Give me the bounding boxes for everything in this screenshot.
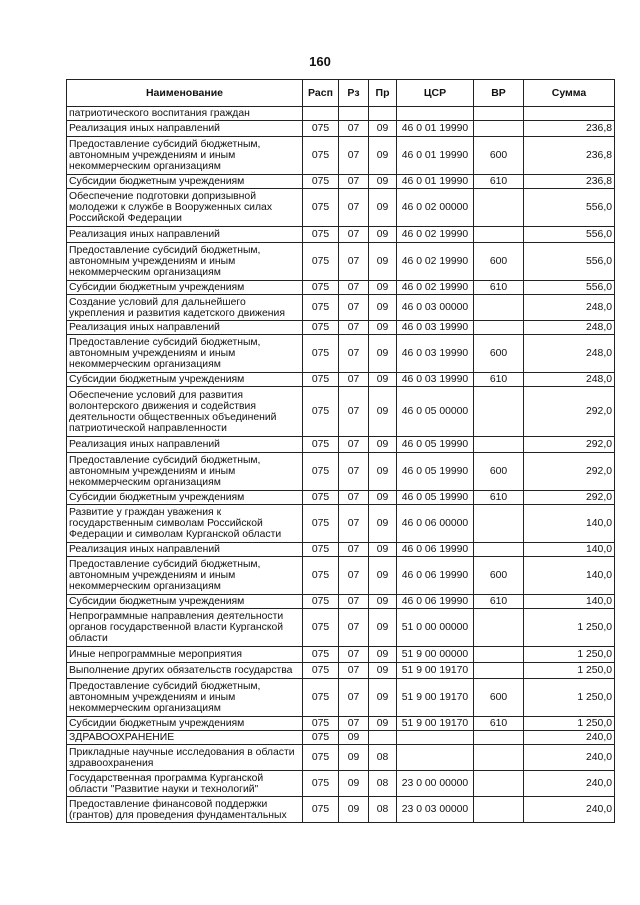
cell-vr: [474, 543, 524, 557]
cell-sum: 240,0: [524, 797, 615, 823]
page-number: 160: [309, 54, 331, 69]
cell-csr: 46 0 02 00000: [397, 189, 474, 227]
cell-csr: 46 0 02 19990: [397, 281, 474, 295]
cell-rasp: 075: [303, 491, 339, 505]
cell-vr: [474, 663, 524, 679]
cell-sum: 236,8: [524, 121, 615, 137]
cell-vr: 600: [474, 335, 524, 373]
cell-csr: 46 0 03 19990: [397, 335, 474, 373]
cell-name: Субсидии бюджетным учреждениям: [67, 595, 303, 609]
cell-name: Предоставление субсидий бюджетным, автономным учреждениям и иным некоммерческим организациям: [67, 335, 303, 373]
cell-sum: 248,0: [524, 295, 615, 321]
cell-csr: 51 9 00 19170: [397, 663, 474, 679]
cell-pr: 09: [369, 437, 397, 453]
table-row: [67, 491, 615, 505]
cell-csr: 46 0 02 19990: [397, 243, 474, 281]
cell-sum: 556,0: [524, 243, 615, 281]
table-row: [67, 731, 615, 745]
table-row: [67, 797, 615, 823]
cell-rasp: 075: [303, 321, 339, 335]
cell-name: Создание условий для дальнейшего укрепления и развития кадетского движения: [67, 295, 303, 321]
cell-vr: 600: [474, 453, 524, 491]
cell-rasp: 075: [303, 295, 339, 321]
cell-rz: 07: [339, 647, 369, 663]
cell-vr: [474, 321, 524, 335]
table-row: [67, 175, 615, 189]
cell-vr: 610: [474, 717, 524, 731]
cell-sum: 248,0: [524, 373, 615, 387]
cell-rz: 07: [339, 505, 369, 543]
table-row: [67, 387, 615, 437]
table-row: [67, 663, 615, 679]
cell-rasp: 075: [303, 557, 339, 595]
cell-csr: 46 0 03 19990: [397, 321, 474, 335]
cell-rz: [339, 107, 369, 121]
cell-pr: 09: [369, 491, 397, 505]
cell-csr: 46 0 06 19990: [397, 557, 474, 595]
cell-name: Государственная программа Курганской области "Развитие науки и технологий": [67, 771, 303, 797]
cell-vr: [474, 107, 524, 121]
cell-sum: 236,8: [524, 137, 615, 175]
column-header-vr: ВР: [474, 80, 524, 107]
cell-sum: 1 250,0: [524, 609, 615, 647]
table-row: [67, 557, 615, 595]
cell-name: ЗДРАВООХРАНЕНИЕ: [67, 731, 303, 745]
table-row: [67, 595, 615, 609]
cell-name: Реализация иных направлений: [67, 227, 303, 243]
cell-rz: 07: [339, 679, 369, 717]
cell-rz: 07: [339, 437, 369, 453]
cell-rasp: 075: [303, 543, 339, 557]
cell-sum: 292,0: [524, 387, 615, 437]
cell-rasp: 075: [303, 373, 339, 387]
cell-pr: 09: [369, 321, 397, 335]
cell-rz: 07: [339, 137, 369, 175]
cell-pr: 09: [369, 557, 397, 595]
table-row: [67, 717, 615, 731]
cell-rz: 09: [339, 745, 369, 771]
cell-name: Выполнение других обязательств государства: [67, 663, 303, 679]
cell-rz: 07: [339, 595, 369, 609]
cell-rz: 07: [339, 557, 369, 595]
table-row: [67, 107, 615, 121]
cell-rasp: 075: [303, 663, 339, 679]
cell-pr: 09: [369, 505, 397, 543]
table-row: [67, 647, 615, 663]
cell-rasp: 075: [303, 797, 339, 823]
cell-pr: 09: [369, 543, 397, 557]
cell-sum: 556,0: [524, 227, 615, 243]
cell-pr: 09: [369, 137, 397, 175]
table-row: [67, 243, 615, 281]
cell-rasp: 075: [303, 505, 339, 543]
cell-rasp: 075: [303, 609, 339, 647]
cell-vr: [474, 295, 524, 321]
cell-sum: 1 250,0: [524, 647, 615, 663]
cell-name: Обеспечение условий для развития волонтерского движения и содействия деятельности общественных объединений патриотической направленности: [67, 387, 303, 437]
cell-vr: [474, 797, 524, 823]
cell-sum: 240,0: [524, 771, 615, 797]
cell-csr: [397, 107, 474, 121]
cell-name: Реализация иных направлений: [67, 121, 303, 137]
table-row: [67, 189, 615, 227]
cell-name: Развитие у граждан уважения к государственным символам Российской Федерации и символам Курганской области: [67, 505, 303, 543]
cell-rz: 09: [339, 731, 369, 745]
cell-pr: 09: [369, 243, 397, 281]
cell-vr: [474, 505, 524, 543]
cell-vr: 610: [474, 281, 524, 295]
cell-rz: 07: [339, 121, 369, 137]
cell-csr: 46 0 06 00000: [397, 505, 474, 543]
cell-pr: 09: [369, 679, 397, 717]
cell-csr: 46 0 03 00000: [397, 295, 474, 321]
cell-rasp: 075: [303, 281, 339, 295]
cell-rz: 07: [339, 295, 369, 321]
cell-rz: 09: [339, 797, 369, 823]
table-header-row: [67, 80, 615, 107]
cell-rasp: 075: [303, 771, 339, 797]
cell-rz: 07: [339, 189, 369, 227]
cell-sum: 292,0: [524, 491, 615, 505]
cell-vr: [474, 731, 524, 745]
cell-name: Предоставление финансовой поддержки (грантов) для проведения фундаментальных: [67, 797, 303, 823]
cell-sum: 140,0: [524, 543, 615, 557]
cell-rasp: 075: [303, 175, 339, 189]
cell-vr: 600: [474, 557, 524, 595]
cell-pr: 09: [369, 281, 397, 295]
cell-pr: 09: [369, 121, 397, 137]
cell-sum: 1 250,0: [524, 663, 615, 679]
cell-sum: 556,0: [524, 189, 615, 227]
cell-vr: 610: [474, 491, 524, 505]
cell-csr: 46 0 01 19990: [397, 175, 474, 189]
cell-vr: [474, 771, 524, 797]
cell-sum: [524, 107, 615, 121]
cell-name: Предоставление субсидий бюджетным, автономным учреждениям и иным некоммерческим организациям: [67, 557, 303, 595]
cell-csr: [397, 745, 474, 771]
cell-rz: 07: [339, 227, 369, 243]
cell-pr: 09: [369, 717, 397, 731]
cell-rasp: 075: [303, 137, 339, 175]
cell-name: Реализация иных направлений: [67, 543, 303, 557]
cell-sum: 240,0: [524, 745, 615, 771]
cell-vr: 600: [474, 243, 524, 281]
cell-sum: 140,0: [524, 557, 615, 595]
cell-rasp: 075: [303, 731, 339, 745]
column-header-sum: Сумма: [524, 80, 615, 107]
cell-rasp: 075: [303, 437, 339, 453]
cell-rasp: 075: [303, 717, 339, 731]
cell-pr: 08: [369, 745, 397, 771]
cell-csr: 46 0 05 19990: [397, 491, 474, 505]
table-body: [67, 107, 615, 823]
cell-rasp: 075: [303, 745, 339, 771]
cell-name: Реализация иных направлений: [67, 437, 303, 453]
cell-pr: 09: [369, 335, 397, 373]
cell-pr: 09: [369, 387, 397, 437]
cell-rz: 07: [339, 175, 369, 189]
cell-vr: [474, 437, 524, 453]
cell-sum: 236,8: [524, 175, 615, 189]
cell-pr: 09: [369, 189, 397, 227]
cell-csr: 51 0 00 00000: [397, 609, 474, 647]
cell-csr: 51 9 00 19170: [397, 717, 474, 731]
table-row: [67, 437, 615, 453]
cell-name: Иные непрограммные мероприятия: [67, 647, 303, 663]
cell-pr: 08: [369, 771, 397, 797]
column-header-pr: Пр: [369, 80, 397, 107]
budget-table: [66, 79, 615, 823]
cell-csr: 23 0 03 00000: [397, 797, 474, 823]
cell-csr: 46 0 05 19990: [397, 453, 474, 491]
cell-pr: [369, 107, 397, 121]
cell-vr: 610: [474, 373, 524, 387]
cell-sum: 292,0: [524, 453, 615, 491]
cell-vr: [474, 745, 524, 771]
table-row: [67, 543, 615, 557]
cell-rasp: 075: [303, 227, 339, 243]
cell-vr: [474, 189, 524, 227]
cell-vr: [474, 609, 524, 647]
cell-pr: 09: [369, 453, 397, 491]
table-row: [67, 745, 615, 771]
cell-rz: 07: [339, 491, 369, 505]
cell-pr: 08: [369, 797, 397, 823]
cell-rz: 09: [339, 771, 369, 797]
cell-vr: [474, 227, 524, 243]
cell-csr: 51 9 00 00000: [397, 647, 474, 663]
cell-rasp: [303, 107, 339, 121]
cell-pr: 09: [369, 647, 397, 663]
cell-name: Субсидии бюджетным учреждениям: [67, 717, 303, 731]
cell-csr: 46 0 05 19990: [397, 437, 474, 453]
cell-pr: 09: [369, 663, 397, 679]
cell-name: Предоставление субсидий бюджетным, автономным учреждениям и иным некоммерческим организациям: [67, 679, 303, 717]
cell-vr: 600: [474, 137, 524, 175]
cell-vr: [474, 647, 524, 663]
cell-rz: 07: [339, 335, 369, 373]
cell-csr: 23 0 00 00000: [397, 771, 474, 797]
cell-rasp: 075: [303, 453, 339, 491]
table-row: [67, 281, 615, 295]
cell-pr: 09: [369, 373, 397, 387]
table-row: [67, 295, 615, 321]
cell-sum: 1 250,0: [524, 717, 615, 731]
cell-rz: 07: [339, 387, 369, 437]
cell-rz: 07: [339, 373, 369, 387]
cell-pr: 09: [369, 295, 397, 321]
cell-rz: 07: [339, 453, 369, 491]
cell-vr: [474, 121, 524, 137]
cell-csr: 46 0 05 00000: [397, 387, 474, 437]
cell-rz: 07: [339, 321, 369, 335]
cell-name: Реализация иных направлений: [67, 321, 303, 335]
cell-sum: 240,0: [524, 731, 615, 745]
cell-sum: 556,0: [524, 281, 615, 295]
cell-name: патриотического воспитания граждан: [67, 107, 303, 121]
table-row: [67, 679, 615, 717]
table-row: [67, 453, 615, 491]
cell-rasp: 075: [303, 243, 339, 281]
cell-sum: 248,0: [524, 335, 615, 373]
cell-csr: 46 0 01 19990: [397, 121, 474, 137]
cell-rz: 07: [339, 663, 369, 679]
table-row: [67, 505, 615, 543]
cell-sum: 140,0: [524, 595, 615, 609]
cell-vr: 610: [474, 595, 524, 609]
cell-name: Непрограммные направления деятельности органов государственной власти Курганской области: [67, 609, 303, 647]
cell-rz: 07: [339, 243, 369, 281]
cell-csr: 46 0 06 19990: [397, 595, 474, 609]
cell-rasp: 075: [303, 387, 339, 437]
cell-rasp: 075: [303, 595, 339, 609]
cell-csr: 46 0 03 19990: [397, 373, 474, 387]
cell-pr: [369, 731, 397, 745]
cell-rasp: 075: [303, 647, 339, 663]
cell-rz: 07: [339, 543, 369, 557]
cell-sum: 248,0: [524, 321, 615, 335]
cell-pr: 09: [369, 227, 397, 243]
cell-csr: [397, 731, 474, 745]
cell-name: Субсидии бюджетным учреждениям: [67, 373, 303, 387]
table-row: [67, 121, 615, 137]
table-row: [67, 137, 615, 175]
cell-rasp: 075: [303, 189, 339, 227]
column-header-name: Наименование: [67, 80, 303, 107]
cell-name: Предоставление субсидий бюджетным, автономным учреждениям и иным некоммерческим организациям: [67, 453, 303, 491]
cell-sum: 1 250,0: [524, 679, 615, 717]
cell-rz: 07: [339, 609, 369, 647]
cell-vr: 610: [474, 175, 524, 189]
cell-csr: 46 0 01 19990: [397, 137, 474, 175]
column-header-csr: ЦСР: [397, 80, 474, 107]
table-row: [67, 321, 615, 335]
cell-rz: 07: [339, 281, 369, 295]
cell-pr: 09: [369, 175, 397, 189]
cell-csr: 51 9 00 19170: [397, 679, 474, 717]
cell-name: Предоставление субсидий бюджетным, автономным учреждениям и иным некоммерческим организациям: [67, 137, 303, 175]
table-row: [67, 609, 615, 647]
cell-vr: [474, 387, 524, 437]
cell-name: Предоставление субсидий бюджетным, автономным учреждениям и иным некоммерческим организациям: [67, 243, 303, 281]
cell-rasp: 075: [303, 121, 339, 137]
table-row: [67, 227, 615, 243]
cell-name: Прикладные научные исследования в области здравоохранения: [67, 745, 303, 771]
column-header-rz: Рз: [339, 80, 369, 107]
column-header-rasp: Расп: [303, 80, 339, 107]
cell-name: Обеспечение подготовки допризывной молодежи к службе в Вооруженных силах Российской Федерации: [67, 189, 303, 227]
table-row: [67, 335, 615, 373]
cell-rz: 07: [339, 717, 369, 731]
cell-rasp: 075: [303, 335, 339, 373]
cell-csr: 46 0 02 19990: [397, 227, 474, 243]
table-row: [67, 373, 615, 387]
cell-name: Субсидии бюджетным учреждениям: [67, 281, 303, 295]
table-row: [67, 771, 615, 797]
cell-sum: 292,0: [524, 437, 615, 453]
cell-pr: 09: [369, 595, 397, 609]
cell-name: Субсидии бюджетным учреждениям: [67, 175, 303, 189]
cell-pr: 09: [369, 609, 397, 647]
cell-sum: 140,0: [524, 505, 615, 543]
cell-name: Субсидии бюджетным учреждениям: [67, 491, 303, 505]
cell-vr: 600: [474, 679, 524, 717]
cell-rasp: 075: [303, 679, 339, 717]
cell-csr: 46 0 06 19990: [397, 543, 474, 557]
